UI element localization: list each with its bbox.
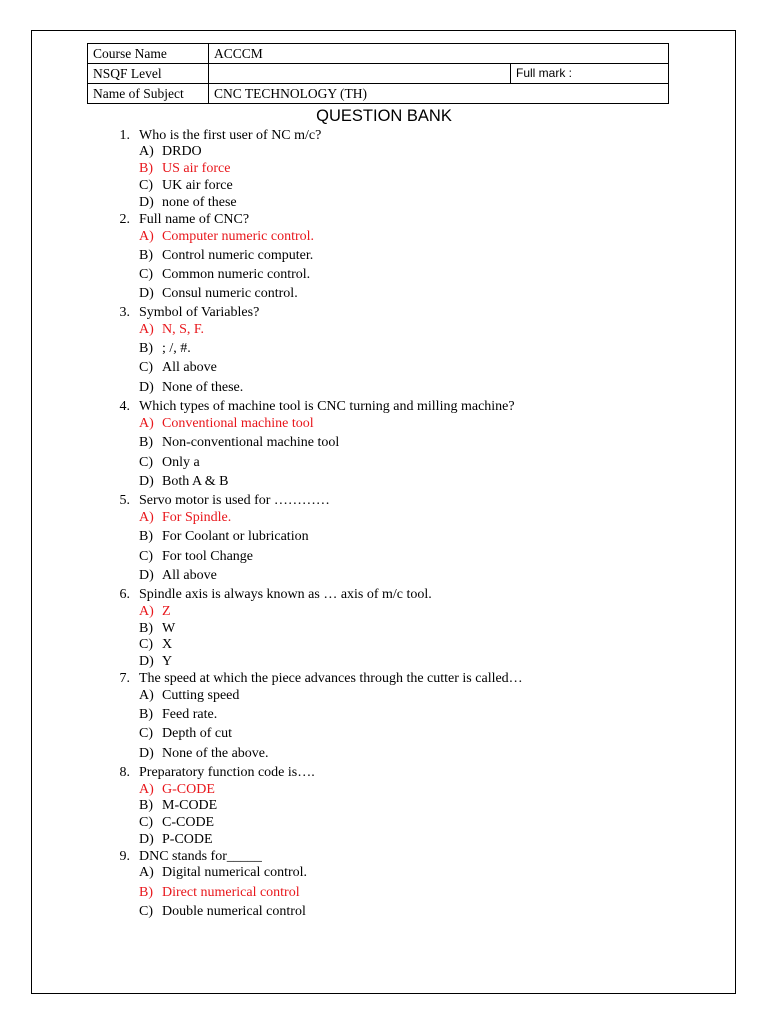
question-text: The speed at which the piece advances through the cutter is called… [139, 671, 523, 686]
question-number: 2. [119, 212, 130, 227]
option-text: M-CODE [162, 798, 218, 813]
option-letter: C) [139, 267, 153, 282]
option-letter: C) [139, 815, 153, 830]
option-text: Common numeric control. [162, 267, 311, 282]
option-letter: A) [139, 604, 154, 619]
course-name-row [88, 44, 669, 64]
full-mark-label: Full mark : [511, 64, 669, 84]
option-text: Y [162, 654, 173, 669]
option-letter: C) [139, 637, 153, 652]
subject-value: CNC TECHNOLOGY (TH) [209, 84, 669, 104]
question-text: Symbol of Variables? [139, 305, 260, 320]
option-letter: C) [139, 455, 153, 470]
course-name-label: Course Name [88, 44, 209, 64]
option-letter: C) [139, 549, 153, 564]
question-number: 3. [119, 305, 130, 320]
option-letter: C) [139, 726, 153, 741]
option-text: Only a [162, 455, 200, 470]
option-letter: B) [139, 621, 153, 636]
option-letter: C) [139, 904, 153, 919]
option-text: US air force [162, 161, 231, 176]
option-letter: B) [139, 435, 153, 450]
question-text: Preparatory function code is…. [139, 765, 315, 780]
option-text: P-CODE [162, 832, 213, 847]
option-text: none of these [162, 195, 237, 210]
option-letter: A) [139, 144, 154, 159]
option-text: G-CODE [162, 782, 215, 797]
option-text: Both A & B [162, 474, 229, 489]
question-number: 4. [119, 399, 130, 414]
option-text: ; /, #. [162, 341, 191, 356]
option-letter: B) [139, 707, 153, 722]
question-text: DNC stands for_____ [139, 849, 262, 864]
option-text: For Coolant or lubrication [162, 529, 309, 544]
option-text: Cutting speed [162, 688, 240, 703]
option-letter: A) [139, 322, 154, 337]
question-text: Which types of machine tool is CNC turning and milling machine? [139, 399, 515, 414]
option-text: DRDO [162, 144, 202, 159]
subject-row [88, 84, 669, 104]
option-letter: C) [139, 360, 153, 375]
option-letter: D) [139, 568, 154, 583]
page-border [31, 30, 736, 994]
option-letter: B) [139, 529, 153, 544]
option-text: Conventional machine tool [162, 416, 314, 431]
question-number: 1. [119, 128, 130, 143]
option-letter: D) [139, 654, 154, 669]
option-text: Depth of cut [162, 726, 232, 741]
option-text: Direct numerical control [162, 885, 300, 900]
option-letter: A) [139, 782, 154, 797]
option-text: Non-conventional machine tool [162, 435, 340, 450]
question-text: Spindle axis is always known as … axis of m/c tool. [139, 587, 432, 602]
course-name-value: ACCCM [209, 44, 669, 64]
nsqf-row [88, 64, 669, 84]
question-number: 9. [119, 849, 130, 864]
option-text: Feed rate. [162, 707, 218, 722]
option-letter: D) [139, 474, 154, 489]
option-text: All above [162, 568, 217, 583]
option-letter: A) [139, 416, 154, 431]
option-letter: B) [139, 885, 153, 900]
option-letter: A) [139, 865, 154, 880]
option-text: N, S, F. [162, 322, 205, 337]
option-letter: D) [139, 380, 154, 395]
option-text: Digital numerical control. [162, 865, 308, 880]
option-text: C-CODE [162, 815, 215, 830]
page-title: QUESTION BANK [316, 107, 452, 125]
option-text: For tool Change [162, 549, 253, 564]
option-letter: B) [139, 798, 153, 813]
nsqf-level-value [209, 64, 511, 84]
option-letter: D) [139, 832, 154, 847]
option-text: None of these. [162, 380, 244, 395]
question-number: 6. [119, 587, 130, 602]
option-letter: B) [139, 248, 153, 263]
option-text: UK air force [162, 178, 233, 193]
question-number: 7. [119, 671, 130, 686]
question-text: Who is the first user of NC m/c? [139, 128, 322, 143]
option-letter: B) [139, 161, 153, 176]
question-number: 5. [119, 493, 130, 508]
option-text: Control numeric computer. [162, 248, 314, 263]
option-text: W [162, 621, 176, 636]
option-letter: D) [139, 195, 154, 210]
option-letter: B) [139, 341, 153, 356]
option-text: Z [162, 604, 171, 619]
option-letter: D) [139, 286, 154, 301]
option-text: Double numerical control [162, 904, 306, 919]
option-letter: A) [139, 229, 154, 244]
subject-label: Name of Subject [88, 84, 209, 104]
option-text: All above [162, 360, 217, 375]
option-text: X [162, 637, 173, 652]
option-letter: C) [139, 178, 153, 193]
nsqf-level-label: NSQF Level [88, 64, 209, 84]
course-info-table [87, 43, 669, 104]
option-text: For Spindle. [162, 510, 232, 525]
option-letter: D) [139, 746, 154, 761]
option-text: Computer numeric control. [162, 229, 315, 244]
option-letter: A) [139, 688, 154, 703]
option-letter: A) [139, 510, 154, 525]
question-text: Servo motor is used for ………… [139, 493, 330, 508]
question-number: 8. [119, 765, 130, 780]
option-text: Consul numeric control. [162, 286, 298, 301]
question-text: Full name of CNC? [139, 212, 250, 227]
option-text: None of the above. [162, 746, 269, 761]
